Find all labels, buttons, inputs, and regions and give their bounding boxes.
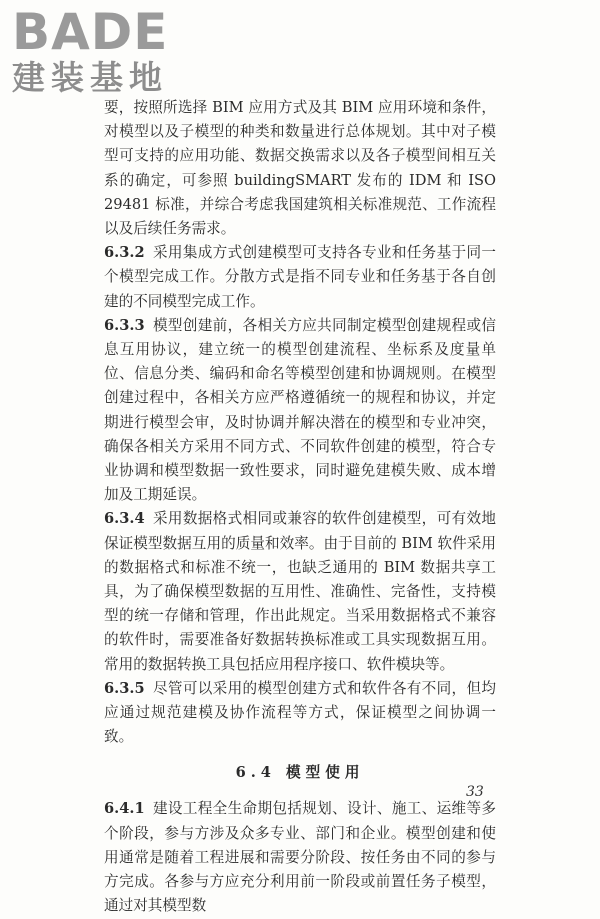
paragraph-text: 采用数据格式相同或兼容的软件创建模型，可有效地保证模型数据互用的质量和效率。由于目前的 BIM 软件采用的数据格式和标准不统一，也缺乏通用的 BIM 数据共享工具，为了确保模型数据的互用性、准确性、完备性，支持模型的统一存储和管理，作出此规定。当采用数据格式不兼容的软件时，需要准备好数据转换标准或工具实现数据互用。常用的数据转换工具包括应用程序接口、软件模块等。	[104, 510, 496, 673]
clause-6-3-4	[104, 507, 496, 676]
paragraph-text: 要，按照所选择 BIM 应用方式及其 BIM 应用环境和条件，对模型以及子模型的种类和数量进行总体规划。其中对子模型可支持的应用功能、数据交换需求以及各子模型间相互关系的确定，可参照 buildingSMART 发布的 IDM 和 ISO 29481 标准，并综合考虑我国建筑相关标准规范、工作流程以及后续任务需求。	[104, 99, 496, 238]
clause-number: 6.3.3	[104, 316, 145, 334]
clause-6-3-3	[104, 314, 496, 508]
paragraph-text: 尽管可以采用的模型创建方式和软件各有不同，但均应通过规范建模及协作流程等方式，保证模型之间协调一致。	[104, 679, 496, 746]
paragraph-text: 采用集成方式创建模型可支持各专业和任务基于同一个模型完成工作。分散方式是指不同专业和任务基于各自创建的不同模型完成工作。	[104, 244, 496, 310]
bade-logo	[12, 3, 177, 97]
clause-number: 6.4.1	[104, 800, 145, 818]
paragraph-text: 模型创建前，各相关方应共同制定模型创建规程或信息互用协议，建立统一的模型创建流程、坐标系及度量单位、信息分类、编码和命名等模型创建和协调规则。在模型创建过程中，各相关方应严格遵循统一的规程和协议，并定期进行模型会审，及时协调并解决潜在的模型和专业冲突，确保各相关方采用不同方式、不同软件创建的模型，符合专业协调和模型数据一致性要求，同时避免建模失败、成本增加及工期延误。	[104, 316, 496, 504]
clause-number: 6.3.2	[104, 244, 145, 262]
clause-number: 6.3.5	[104, 679, 145, 697]
paragraph-text: 建设工程全生命期包括规划、设计、施工、运维等多个阶段，参与方涉及众多专业、部门和企业。模型创建和使用通常是随着工程进展和需要分阶段、按任务由不同的参与方完成。各参与方应充分利用前一阶段或前置任务子模型，通过对其模型数	[104, 800, 496, 915]
clause-6-4-1	[104, 797, 496, 918]
page-body	[104, 96, 496, 919]
section-title: 模型使用	[286, 764, 365, 782]
clause-6-3-2	[104, 241, 496, 314]
section-number: 6.4	[235, 764, 276, 782]
clause-number: 6.3.4	[104, 510, 145, 528]
logo-text-en: BADE	[12, 3, 169, 61]
paragraph-continuation	[104, 96, 496, 241]
page-number: 33	[466, 784, 484, 800]
clause-6-3-5	[104, 677, 496, 750]
logo-text-cn: 建装基地	[12, 58, 168, 97]
section-heading	[104, 761, 496, 785]
